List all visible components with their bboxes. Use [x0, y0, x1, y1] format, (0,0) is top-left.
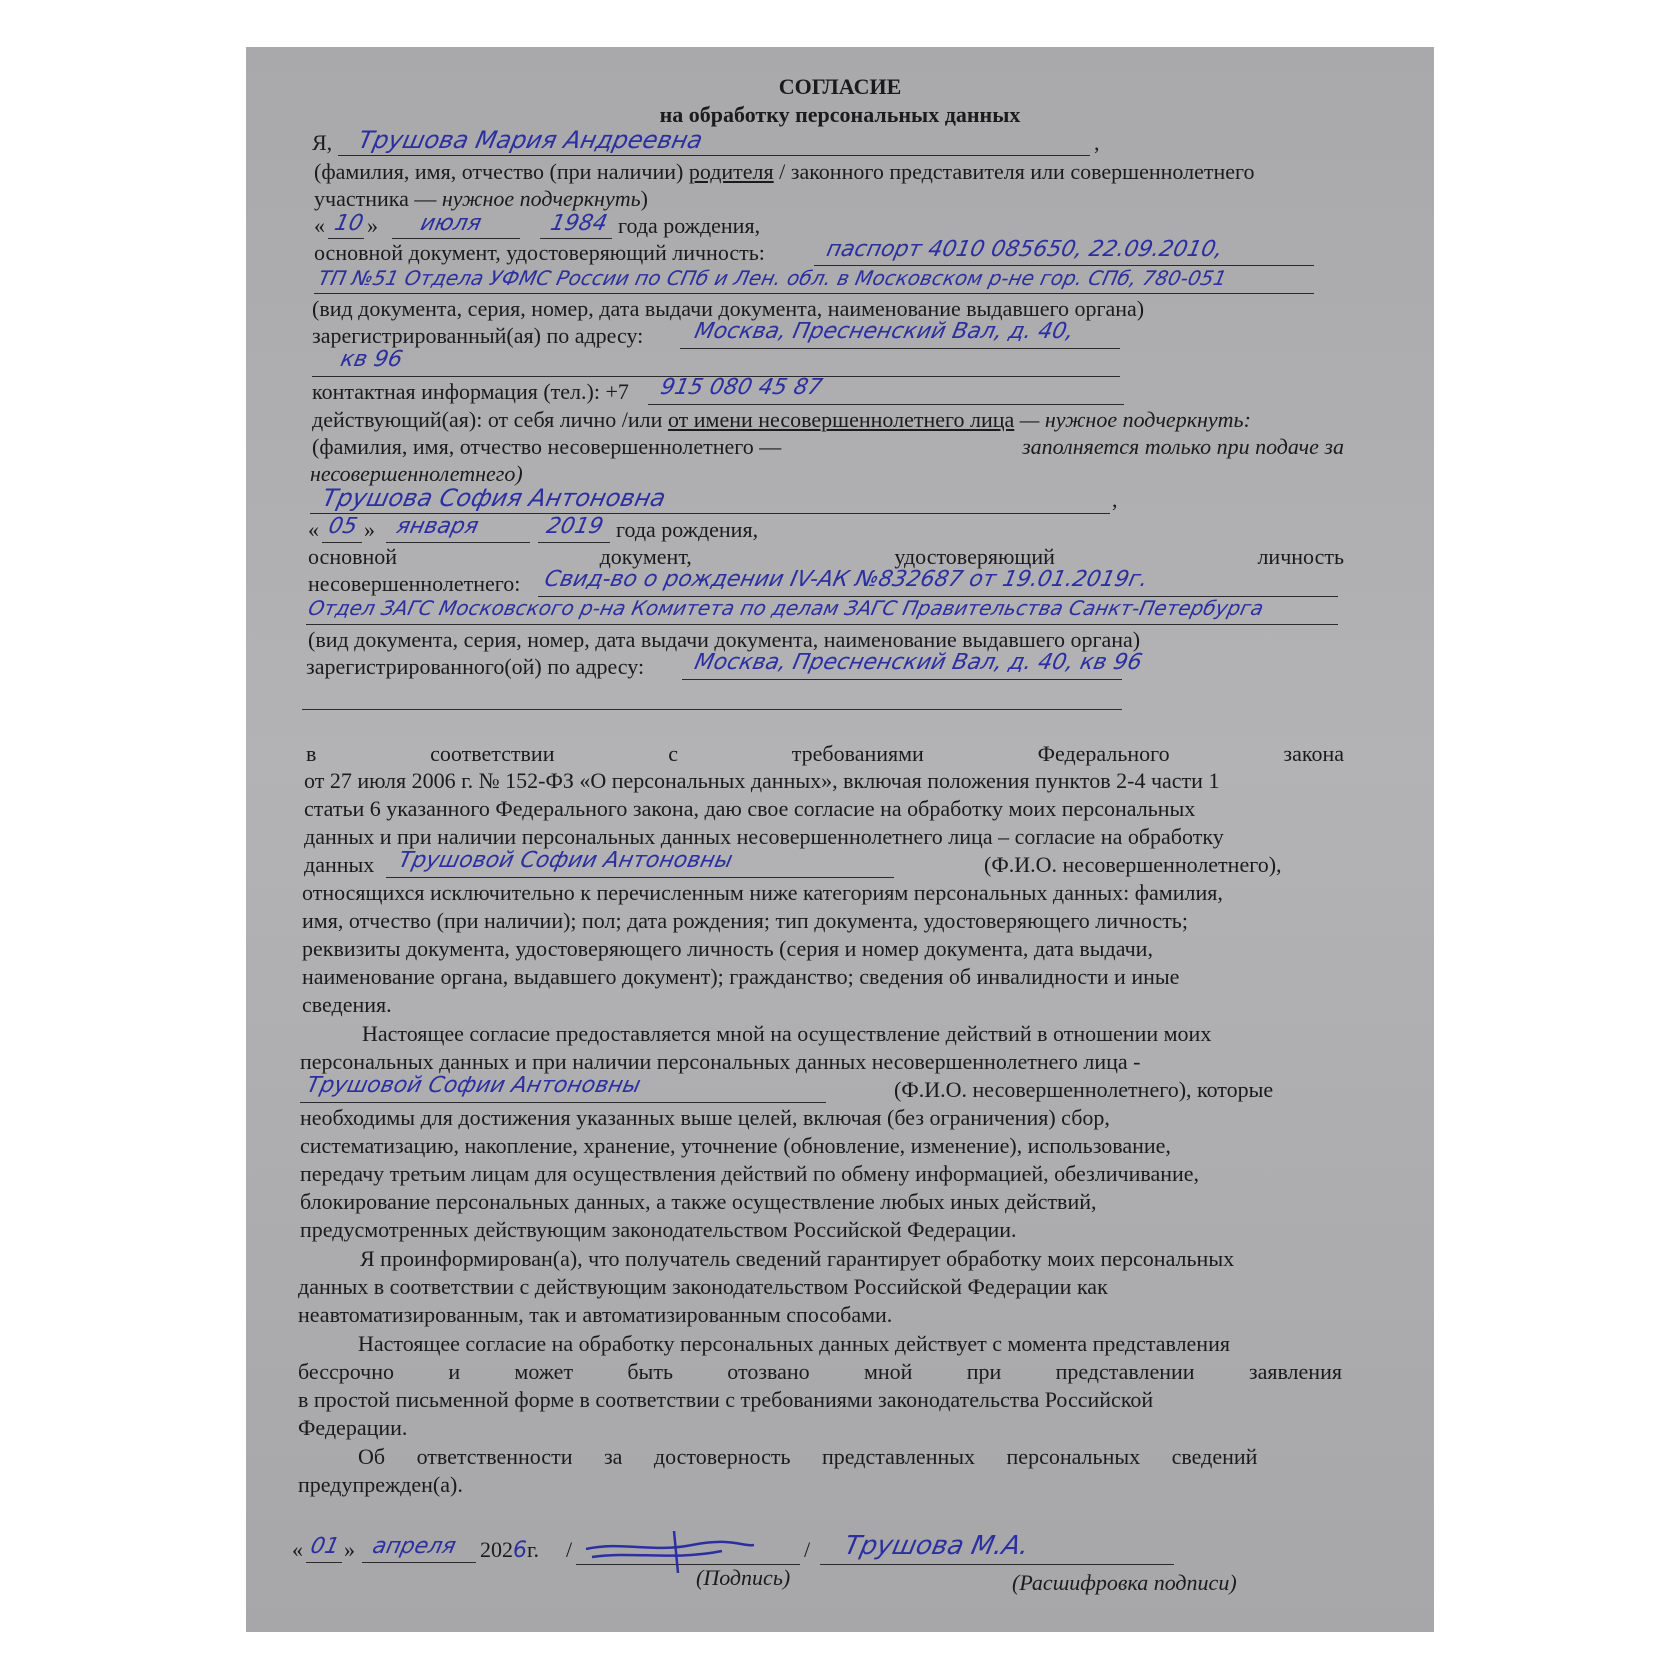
p1-line7: имя, отчество (при наличии); пол; дата рождения; тип документа, удостоверяющего личность; — [302, 908, 1188, 933]
child-birth-year: 2019 — [544, 514, 606, 539]
decoding-line — [820, 1564, 1174, 1565]
contact-label: контактная информация (тел.): +7 — [312, 379, 629, 404]
p2-line6: передачу третьим лицам для осуществления действий по обмену информацией, обезличивание, — [300, 1161, 1200, 1186]
main-doc-label: основной документ, удостоверяющий личность: — [314, 240, 765, 265]
document-title: СОГЛАСИЕ — [778, 74, 902, 99]
p2-line3b: (Ф.И.О. несовершеннолетнего), которые — [894, 1077, 1274, 1102]
p2-line4: необходимы для достижения указанных выше целей, включая (без ограничения) сбор, — [300, 1105, 1110, 1130]
parent-name-line — [338, 155, 1090, 156]
p4-line2: бессрочно и может быть отозвано мной при представлении заявления — [298, 1359, 1342, 1384]
sign-quote-close: » — [344, 1537, 355, 1562]
doc-line2-line — [314, 293, 1314, 294]
p2-line7: блокирование персональных данных, а также осуществление любых иных действий, — [300, 1189, 1097, 1214]
p1-line4: данных и при наличии персональных данных несовершеннолетнего лица – согласие на обработку — [304, 824, 1224, 849]
child-birth-month: января — [394, 514, 481, 539]
p2-line8: предусмотренных действующим законодательством Российской Федерации. — [300, 1217, 1017, 1242]
sign-quote-open: « — [292, 1537, 303, 1562]
registered-label-parent: зарегистрированный(ая) по адресу: — [312, 323, 644, 348]
doc-line2: ТП №51 Отдела УФМС России по СПб и Лен. обл. в Московском р-не гор. СПб, 780-051 — [316, 266, 1229, 290]
parent-birth-row: « — [314, 213, 325, 238]
slash-2: / — [804, 1537, 811, 1562]
p1-line3: статьи 6 указанного Федерального закона, даю свое согласие на обработку моих персональных — [304, 796, 1196, 821]
birth-year-suffix-1: года рождения, — [618, 213, 761, 238]
sign-day: 01 — [308, 1534, 342, 1559]
acting-underlined: от имени несовершеннолетнего лица — [667, 407, 1015, 432]
parent-birth-day: 10 — [332, 211, 366, 236]
parent-month-line — [392, 238, 520, 239]
doc-hint-1: (вид документа, серия, номер, дата выдачи документа, наименование выдавшего органа) — [312, 296, 1145, 321]
quote-close-2: » — [364, 517, 375, 542]
addr-line1: Москва, Пресненский Вал, д. 40, — [692, 319, 1077, 344]
p5-line2: предупрежден(а). — [298, 1472, 463, 1497]
p1-line9: наименование органа, выдавшего документ); гражданство; сведения об инвалидности и иные — [302, 964, 1180, 989]
p1-line6: относящихся исключительно к перечисленным ниже категориям персональных данных: фамилия, — [302, 880, 1223, 905]
phone-value: 915 080 45 87 — [658, 375, 825, 400]
p4-line4: Федерации. — [298, 1415, 408, 1440]
label-ya: Я, — [312, 130, 333, 155]
child-name: Трушова София Антоновна — [319, 484, 669, 512]
addr-line1-line — [680, 348, 1120, 349]
sign-month: апреля — [370, 1534, 459, 1559]
acting-label: действующий(ая): от себя лично /или от имени несовершеннолетнего лица — нужное подчеркнуть: — [312, 407, 1251, 432]
registered-label-minor: зарегистрированного(ой) по адресу: — [306, 654, 645, 679]
sign-year: 2026г. — [480, 1537, 540, 1563]
child-addr-line-2 — [302, 709, 1122, 710]
sign-month-line — [362, 1562, 476, 1563]
p2-line5: систематизацию, накопление, хранение, уточнение (обновление, изменение), использование, — [300, 1133, 1171, 1158]
p2-line2: персональных данных и при наличии персональных данных несовершеннолетнего лица - — [300, 1049, 1141, 1074]
child-name-gen2: Трушовой Софии Антоновны — [304, 1073, 643, 1098]
parent-underlined: родителя — [688, 159, 774, 184]
minor-fio-hint-2: несовершеннолетнего) — [310, 461, 523, 486]
slash-1: / — [566, 1537, 573, 1562]
p1-line5b: (Ф.И.О. несовершеннолетнего), — [984, 852, 1282, 877]
p3-line1: Я проинформирован(а), что получатель сведений гарантирует обработку моих персональных — [360, 1246, 1235, 1271]
decoding-label: (Расшифровка подписи) — [1012, 1570, 1237, 1595]
parent-year-line — [540, 238, 612, 239]
parent-day-line — [328, 238, 364, 239]
fio-hint: (фамилия, имя, отчество (при наличии) родителя / законного представителя или совершеннолетнего — [314, 159, 1255, 184]
child-birth-day: 05 — [326, 514, 360, 539]
p5-line1: Об ответственности за достоверность представленных персональных сведений — [358, 1444, 1258, 1469]
doc-line1: паспорт 4010 085650, 22.09.2010, — [824, 237, 1226, 262]
p1-line1: в соответствии с требованиями Федерального закона — [306, 741, 1344, 766]
signature-name: Трушова М.А. — [841, 1531, 1032, 1561]
p3-line2: данных в соответствии с действующим законодательством Российской Федерации как — [298, 1274, 1108, 1299]
p2-line1: Настоящее согласие предоставляется мной на осуществление действий в отношении моих — [362, 1021, 1212, 1046]
p3-line3: неавтоматизированным, так и автоматизированным способами. — [298, 1302, 893, 1327]
child-addr: Москва, Пресненский Вал, д. 40, кв 96 — [692, 650, 1145, 675]
sign-day-line — [306, 1562, 342, 1563]
p4-line3: в простой письменной форме в соответствии с требованиями законодательства Российской — [298, 1387, 1154, 1412]
p1-line10: сведения. — [302, 992, 392, 1017]
child-doc2-line — [306, 624, 1338, 625]
minor-doc-label-row: основной документ, удостоверяющий личность — [308, 544, 1344, 569]
document-sheet — [246, 47, 1434, 1632]
signature-label: (Подпись) — [696, 1565, 791, 1590]
parent-birth-year: 1984 — [548, 211, 610, 236]
child-addr-line — [682, 679, 1122, 680]
document-subtitle: на обработку персональных данных — [659, 102, 1021, 127]
child-name-gen1: Трушовой Софии Антоновны — [396, 848, 735, 873]
sign-year-digit: 6 — [513, 1538, 527, 1563]
p4-line1: Настоящее согласие на обработку персональных данных действует с момента представления — [358, 1331, 1230, 1356]
quote-close-1: » — [367, 213, 378, 238]
minor-doc-label-2: несовершеннолетнего: — [308, 571, 521, 596]
quote-open-2: « — [308, 517, 319, 542]
addr-line2: кв 96 — [338, 347, 405, 372]
child-month-line — [386, 542, 530, 543]
phone-line — [648, 404, 1124, 405]
parent-name: Трушова Мария Андреевна — [355, 126, 706, 154]
parent-birth-month: июля — [418, 211, 484, 236]
child-doc2: Отдел ЗАГС Московского р-на Комитета по делам ЗАГС Правительства Санкт-Петербурга — [306, 596, 1266, 620]
p1-line8: реквизиты документа, удостоверяющего личность (серия и номер документа, дата выдачи, — [302, 936, 1153, 961]
participant-hint: участника — нужное подчеркнуть) — [314, 186, 648, 211]
birth-year-suffix-2: года рождения, — [616, 517, 759, 542]
child-gen1-line — [386, 877, 894, 878]
p1-line2: от 27 июля 2006 г. № 152-ФЗ «О персональных данных», включая положения пунктов 2-4 части 1 — [304, 768, 1220, 793]
child-gen2-line — [300, 1102, 826, 1103]
label-comma-2: , — [1112, 487, 1118, 512]
label-comma: , — [1094, 130, 1100, 155]
child-year-line — [538, 542, 610, 543]
doc-hint-2: (вид документа, серия, номер, дата выдачи документа, наименование выдавшего органа) — [308, 627, 1141, 652]
p1-line5a: данных — [304, 852, 375, 877]
minor-fio-hint: (фамилия, имя, отчество несовершеннолетнего — заполняется только при подаче за — [312, 434, 1344, 459]
child-day-line — [322, 542, 362, 543]
child-doc1: Свид-во о рождении IV-АК №832687 от 19.01.2019г. — [542, 567, 1151, 592]
